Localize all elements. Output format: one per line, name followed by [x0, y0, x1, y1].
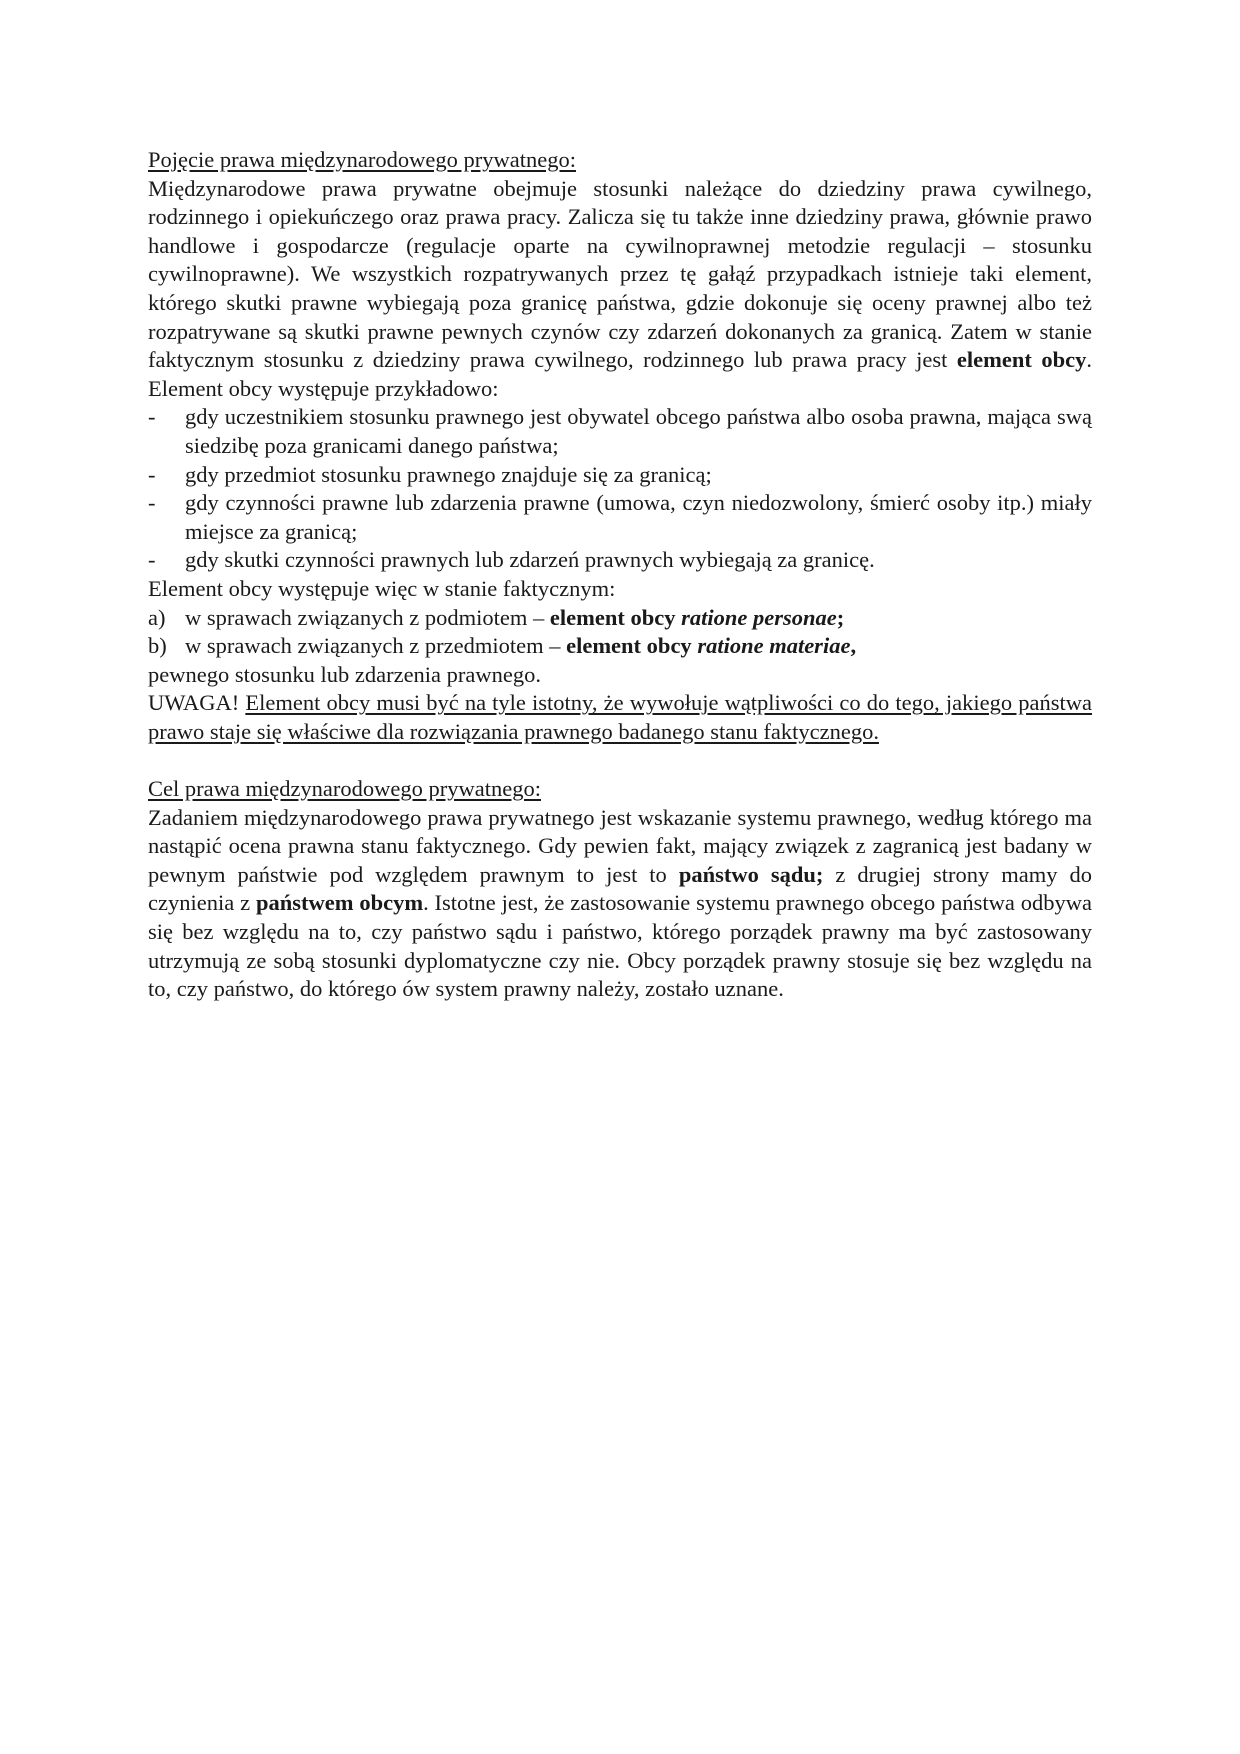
list-item [148, 546, 1092, 575]
note-label: UWAGA! [148, 690, 246, 716]
dash-marker: - [148, 404, 156, 430]
item-tail: , [850, 633, 857, 659]
lettered-item-a [148, 604, 1092, 633]
section2-bold-2: państwem obcym [255, 890, 424, 916]
dash-marker: - [148, 461, 156, 487]
section1-text-1: Międzynarodowe prawa prywatne obejmuje stosunki należące do dziedziny prawa cywilnego, rodzinnego i opiekuńczego oraz prawa pracy. Zalicza się tu także inne dziedziny prawa, głównie prawo handlowe i gospodarcze (regulacje oparte na cywilnoprawnej metodzie regulacji – stosunku cywilnoprawne). We wszystkich rozpatrywanych przez tę gałąź przypadkach istnieje taki element, którego skutki prawne wybiegają poza granicę państwa, gdzie dokonuje się oceny prawnej albo też rozpatrywane są skutki prawne pewnych czynów czy zdarzeń dokonanych za granicą. Zatem w stanie faktycznym stosunku z dziedziny prawa cywilnego, rodzinnego lub prawa pracy jest [148, 175, 1092, 373]
section2-text-2: z drugiej strony mamy do czynienia z [148, 861, 1092, 916]
section2-title: Cel prawa międzynarodowego prywatnego: [148, 776, 541, 802]
item-text: w sprawach związanych z przedmiotem – [185, 633, 567, 659]
list-item-text: gdy przedmiot stosunku prawnego znajduje się za granicą; [185, 461, 712, 487]
section1-title: Pojęcie prawa międzynarodowego prywatnego: [148, 147, 576, 172]
section1-closing: pewnego stosunku lub zdarzenia prawnego. [148, 661, 542, 687]
section1-bold-1: element obcy [956, 347, 1087, 373]
list-item-text: gdy skutki czynności prawnych lub zdarzeń prawnych wybiegają za granicę. [185, 547, 875, 573]
section2-paragraph [148, 804, 1092, 1004]
item-text: w sprawach związanych z podmiotem – [185, 604, 550, 630]
note-text: Element obcy musi być na tyle istotny, że wywołuje wątpliwości co do tego, jakiego państwa prawo staje się właściwe dla rozwiązania prawnego badanego stanu faktycznego. [148, 690, 1092, 744]
bullet-list [148, 403, 1092, 575]
note-paragraph [148, 689, 1092, 746]
section1-intro2: Element obcy występuje więc w stanie faktycznym: [148, 575, 616, 601]
document-page [148, 146, 1092, 1004]
item-letter: a) [148, 604, 166, 630]
section2-bold-1: państwo sądu; [678, 861, 824, 887]
item-bold-italic: ratione personae [681, 604, 837, 630]
item-bold-italic: ratione materiae [697, 633, 851, 659]
section1-paragraph [148, 175, 1092, 404]
list-item-text: gdy uczestnikiem stosunku prawnego jest obywatel obcego państwa albo osoba prawna, mająca swą siedzibę poza granicami danego państwa; [185, 404, 1092, 458]
dash-marker: - [148, 490, 156, 516]
lettered-item-b [148, 632, 1092, 661]
dash-marker: - [148, 547, 156, 573]
item-letter: b) [148, 633, 167, 659]
item-tail: ; [836, 604, 845, 630]
list-item [148, 403, 1092, 460]
section1-text-2: . Element obcy występuje przykładowo: [148, 347, 1092, 401]
item-bold: element obcy [549, 604, 682, 630]
list-item [148, 489, 1092, 546]
section2-text-1: Zadaniem międzynarodowego prawa prywatnego jest wskazanie systemu prawnego, według którego ma nastąpić ocena prawna stanu faktycznego. Gdy pewien fakt, mający związek z zagranicą jest badany w pewnym państwie pod względem prawnym to jest to [148, 804, 1092, 887]
section2-text-3: . Istotne jest, że zastosowanie systemu prawnego obcego państwa odbywa się bez względu na to, czy państwo sądu i państwo, którego porządek prawny ma być zastosowany utrzymują ze sobą stosunki dyplomatyczne czy nie. Obcy porządek prawny stosuje się bez względu na to, czy państwo, do którego ów system prawny należy, zostało uznane. [148, 890, 1092, 1002]
list-item-text: gdy czynności prawne lub zdarzenia prawne (umowa, czyn niedozwolony, śmierć osoby itp.) miały miejsce za granicą; [185, 490, 1092, 544]
section-gap [148, 746, 1092, 775]
list-item [148, 461, 1092, 490]
item-bold: element obcy [566, 633, 698, 659]
